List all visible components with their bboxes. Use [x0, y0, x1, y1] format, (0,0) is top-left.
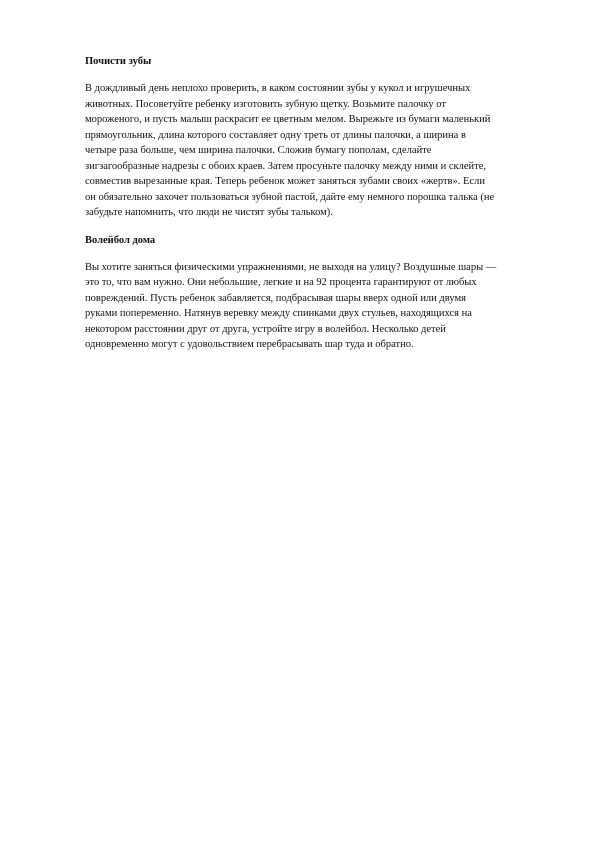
text-line: повреждений. Пусть ребенок забавляется, подбрасывая шары вверх одной или двумя [85, 292, 466, 304]
text-line: зигзагообразные надрезы с обоих краев. Затем просуньте палочку между ними и склейте, [85, 160, 486, 172]
text-line: В дождливый день неплохо проверить, в каком состоянии зубы у кукол и игрушечных [85, 83, 471, 94]
text-line: одновременно могут с удовольствием перебрасывать шар туда и обратно. [85, 339, 414, 350]
section-body-home-volleyball [85, 260, 555, 353]
section-body-brush-teeth [85, 81, 555, 221]
text-line: мороженого, и пусть малыш раскрасит ее цветным мелом. Вырежьте из бумаги маленький [85, 114, 491, 125]
text-line: забудьте напомнить, что люди не чистят зубы тальком). [85, 207, 333, 218]
document-page [85, 55, 555, 366]
text-line: руками попеременно. Натянув веревку между спинками двух стульев, находящихся на [85, 308, 472, 319]
text-line: это то, что вам нужно. Они небольшие, легкие и на 92 процента гарантируют от любых [85, 277, 477, 288]
text-line: некотором расстоянии друг от друга, устройте игру в волейбол. Несколько детей [85, 323, 446, 335]
section-heading-home-volleyball: Волейбол дома [85, 234, 156, 246]
section-heading-brush-teeth: Почисти зубы [85, 56, 152, 67]
text-line: он обязательно захочет пользоваться зубной пастой, дайте ему немного порошка талька (не [85, 191, 495, 203]
text-line: четыре раза больше, чем ширина палочки. Сложив бумагу пополам, сделайте [85, 145, 432, 156]
text-line: животных. Посоветуйте ребенку изготовить зубную щетку. Возьмите палочку от [85, 98, 446, 110]
text-line: прямоугольник, длина которого составляет одну треть от длины палочки, а ширина в [85, 129, 466, 141]
text-line: Вы хотите заняться физическими упражнениями, не выходя на улицу? Воздушные шары — [85, 261, 497, 273]
text-line: совместив вырезанные края. Теперь ребенок может заняться зубами своих «жертв». Если [85, 176, 485, 187]
